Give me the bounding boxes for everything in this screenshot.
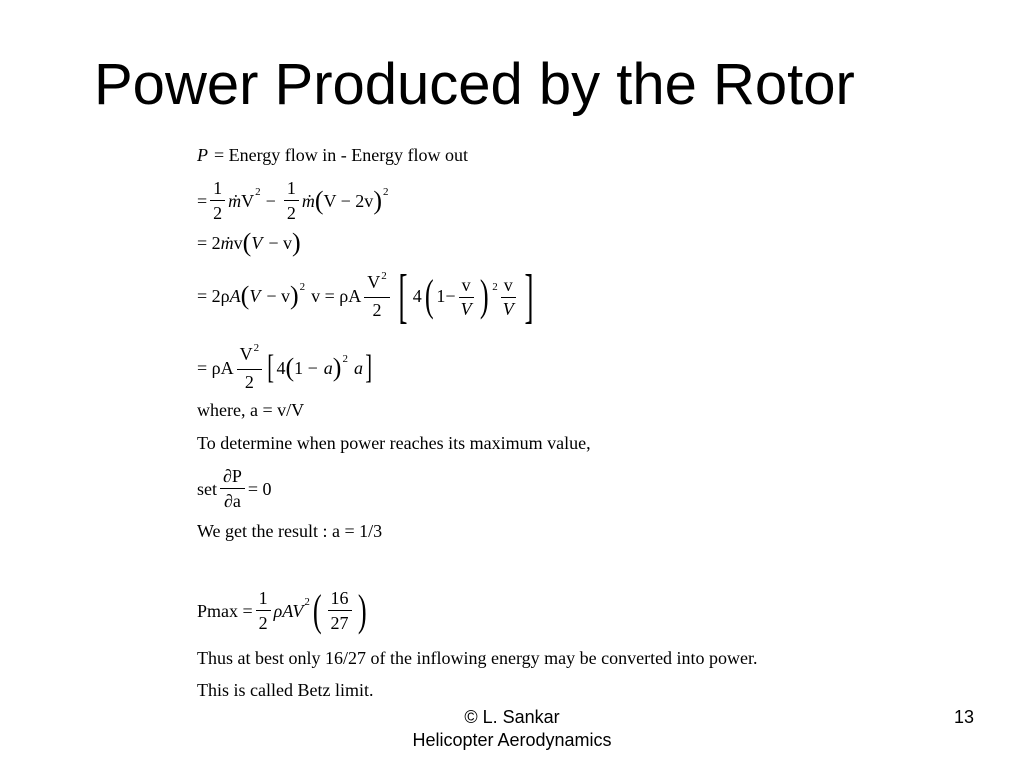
equation-line-2: = $\frac{1}{2}$ ṁ V $^2$ − $\frac{1}{2}$ ṁ ( V − 2v ) $^2$ <box>197 178 389 223</box>
eq1-rhs: = Energy flow in - Energy flow out <box>214 145 468 165</box>
footer-author: © L. Sankar <box>464 707 560 727</box>
pmax-equation: Pmax = $\frac{1}{2}$ ρ AV $^2$ ( $\frac{16}{27}$ ) <box>197 585 367 635</box>
eq2-half-2: $\frac{1}{2}$ <box>284 176 299 225</box>
derivative-fraction: $\frac{\partial P}{\partial a}$ <box>220 464 245 513</box>
result-text: We get the result : a = 1/3 <box>197 521 383 541</box>
eq4-v-over-V-2: $\frac{v}{V}$ <box>502 274 514 319</box>
slide-title: Power Produced by the Rotor <box>94 52 855 117</box>
pmax-16-27: $\frac{16}{27}$ <box>328 586 352 635</box>
equation-line-5: = ρA $\frac{V^2}{2}$ [ 4 ( 1 − a ) $^2$ a ] <box>197 342 373 392</box>
eq5-v2-over-2: $\frac{V^2}{2}$ <box>237 342 263 394</box>
eq4-v-over-V-1: $\frac{v}{V}$ <box>460 274 472 319</box>
footer-course: Helicopter Aerodynamics <box>412 730 612 750</box>
where-text: where, a = v/V <box>197 400 305 420</box>
thus-text: Thus at best only 16/27 of the inflowing energy may be converted into power. <box>197 648 758 668</box>
eq2-equals: = <box>197 190 208 211</box>
page-number: 13 <box>953 707 974 727</box>
footer-credit <box>380 706 644 752</box>
betz-limit-text: This is called Betz limit. <box>197 680 374 700</box>
equation-power-definition <box>197 144 468 166</box>
eq2-half-1: $\frac{1}{2}$ <box>210 176 225 225</box>
pmax-half: $\frac{1}{2}$ <box>256 586 271 635</box>
determine-text: To determine when power reaches its maximum value, <box>197 433 591 453</box>
equation-line-4: = 2ρ A ( V − v ) $^2$ v = ρA $\frac{V^2}{2}$ [ 4 ( 1− $\frac{v}{V}$ ) $^2$ $\frac{v}{V}$ ] <box>197 263 534 329</box>
set-derivative-equation: set $\frac{\partial P}{\partial a}$ = 0 <box>197 466 272 511</box>
eq4-v2-over-2: $\frac{V^2}{2}$ <box>364 270 390 322</box>
eq1-lhs: P <box>197 145 208 165</box>
equation-line-3: = 2 ṁ v ( V − v ) <box>197 228 301 257</box>
